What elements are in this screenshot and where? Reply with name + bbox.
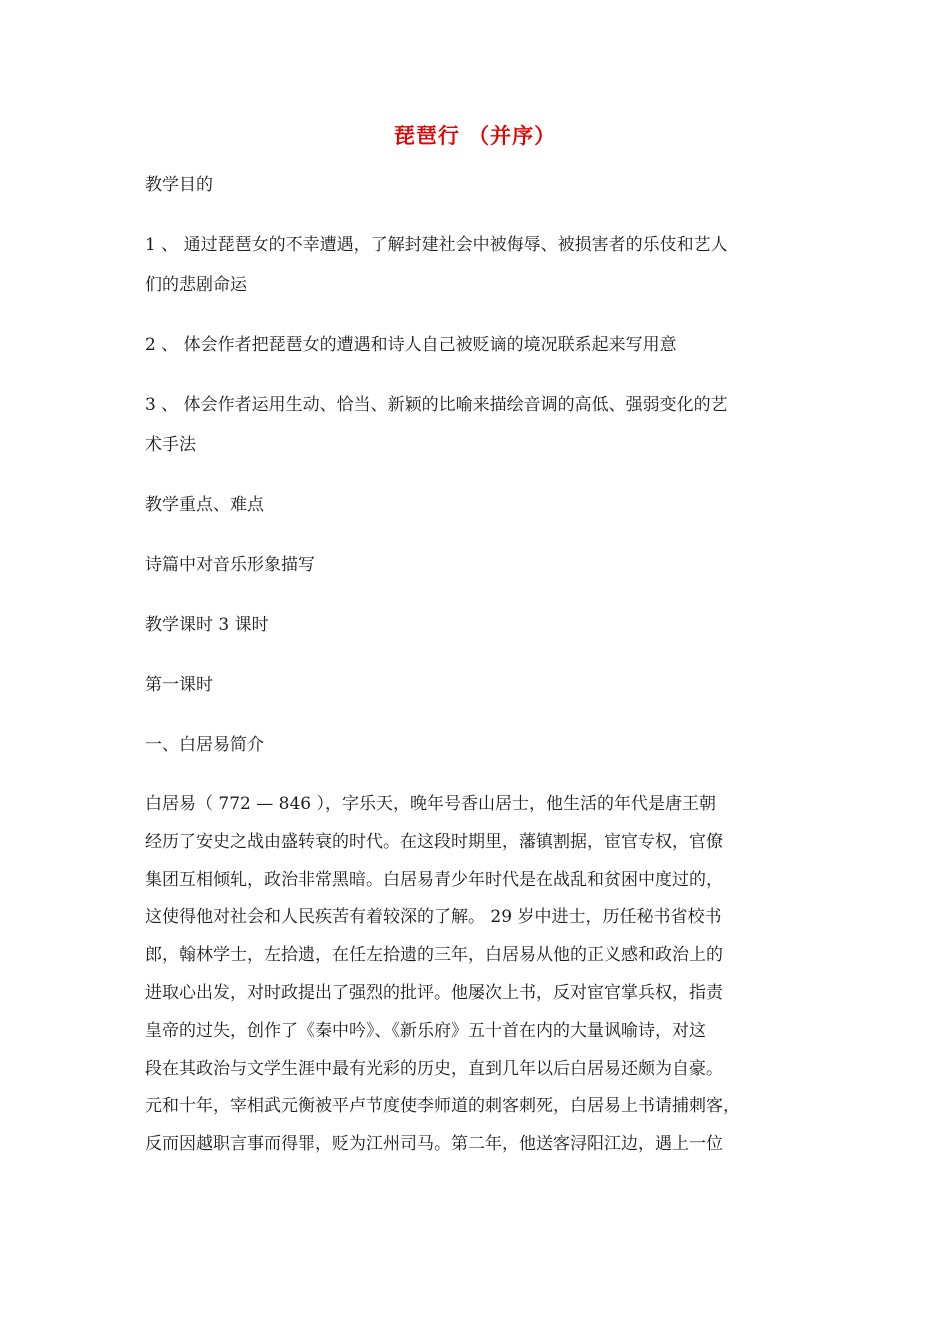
heading-first-lesson: 第一课时: [145, 675, 213, 695]
goal-item-3-continued: 术手法: [145, 435, 196, 455]
page-title: 琵琶行 （并序）: [393, 124, 557, 148]
paragraph-line: 经历了安史之战由盛转衰的时代。在这段时期里，藩镇割据，宦官专权，官僚: [145, 831, 723, 852]
paragraph-line: 段在其政治与文学生涯中最有光彩的历史，直到几年以后白居易还颇为自豪。: [145, 1058, 723, 1079]
goal-item-3: 3 、 体会作者运用生动、恰当、新颖的比喻来描绘音调的高低、强弱变化的艺: [145, 395, 728, 415]
paragraph-line: 这使得他对社会和人民疾苦有着较深的了解。 29 岁中进士，历任秘书省校书: [145, 907, 722, 928]
paragraph-line: 集团互相倾轧，政治非常黑暗。白居易青少年时代是在战乱和贫困中度过的，: [145, 869, 723, 890]
goal-item-2: 2 、 体会作者把琵琶女的遭遇和诗人自己被贬谪的境况联系起来写用意: [145, 335, 677, 355]
goal-item-1: 1 、 通过琵琶女的不幸遭遇，了解封建社会中被侮辱、被损害者的乐伎和艺人: [145, 235, 728, 255]
paragraph-line: 反而因越职言事而得罪，贬为江州司马。第二年，他送客浔阳江边，遇上一位: [145, 1134, 723, 1155]
class-hours: 教学课时 3 课时: [145, 615, 269, 635]
paragraph-line: 皇帝的过失，创作了《秦中吟》、《新乐府》五十首在内的大量讽喻诗，对这: [145, 1020, 706, 1041]
heading-teaching-goals: 教学目的: [145, 175, 213, 195]
paragraph-line: 白居易（ 772 — 846 ），字乐天，晚年号香山居士，他生活的年代是唐王朝: [145, 794, 717, 814]
key-points-text: 诗篇中对音乐形象描写: [145, 555, 315, 575]
author-intro-paragraph: [145, 786, 805, 1164]
paragraph-line: 进取心出发，对时政提出了强烈的批评。他屡次上书，反对宦官掌兵权，指责: [145, 982, 723, 1003]
paragraph-line: 元和十年，宰相武元衡被平卢节度使李师道的刺客刺死，白居易上书请捕刺客，: [145, 1096, 740, 1117]
goal-item-1-continued: 们的悲剧命运: [145, 275, 247, 295]
heading-key-points: 教学重点、难点: [145, 495, 264, 515]
heading-author-intro: 一、白居易简介: [145, 735, 264, 755]
paragraph-line: 郎，翰林学士，左拾遗，在任左拾遗的三年，白居易从他的正义感和政治上的: [145, 945, 723, 966]
